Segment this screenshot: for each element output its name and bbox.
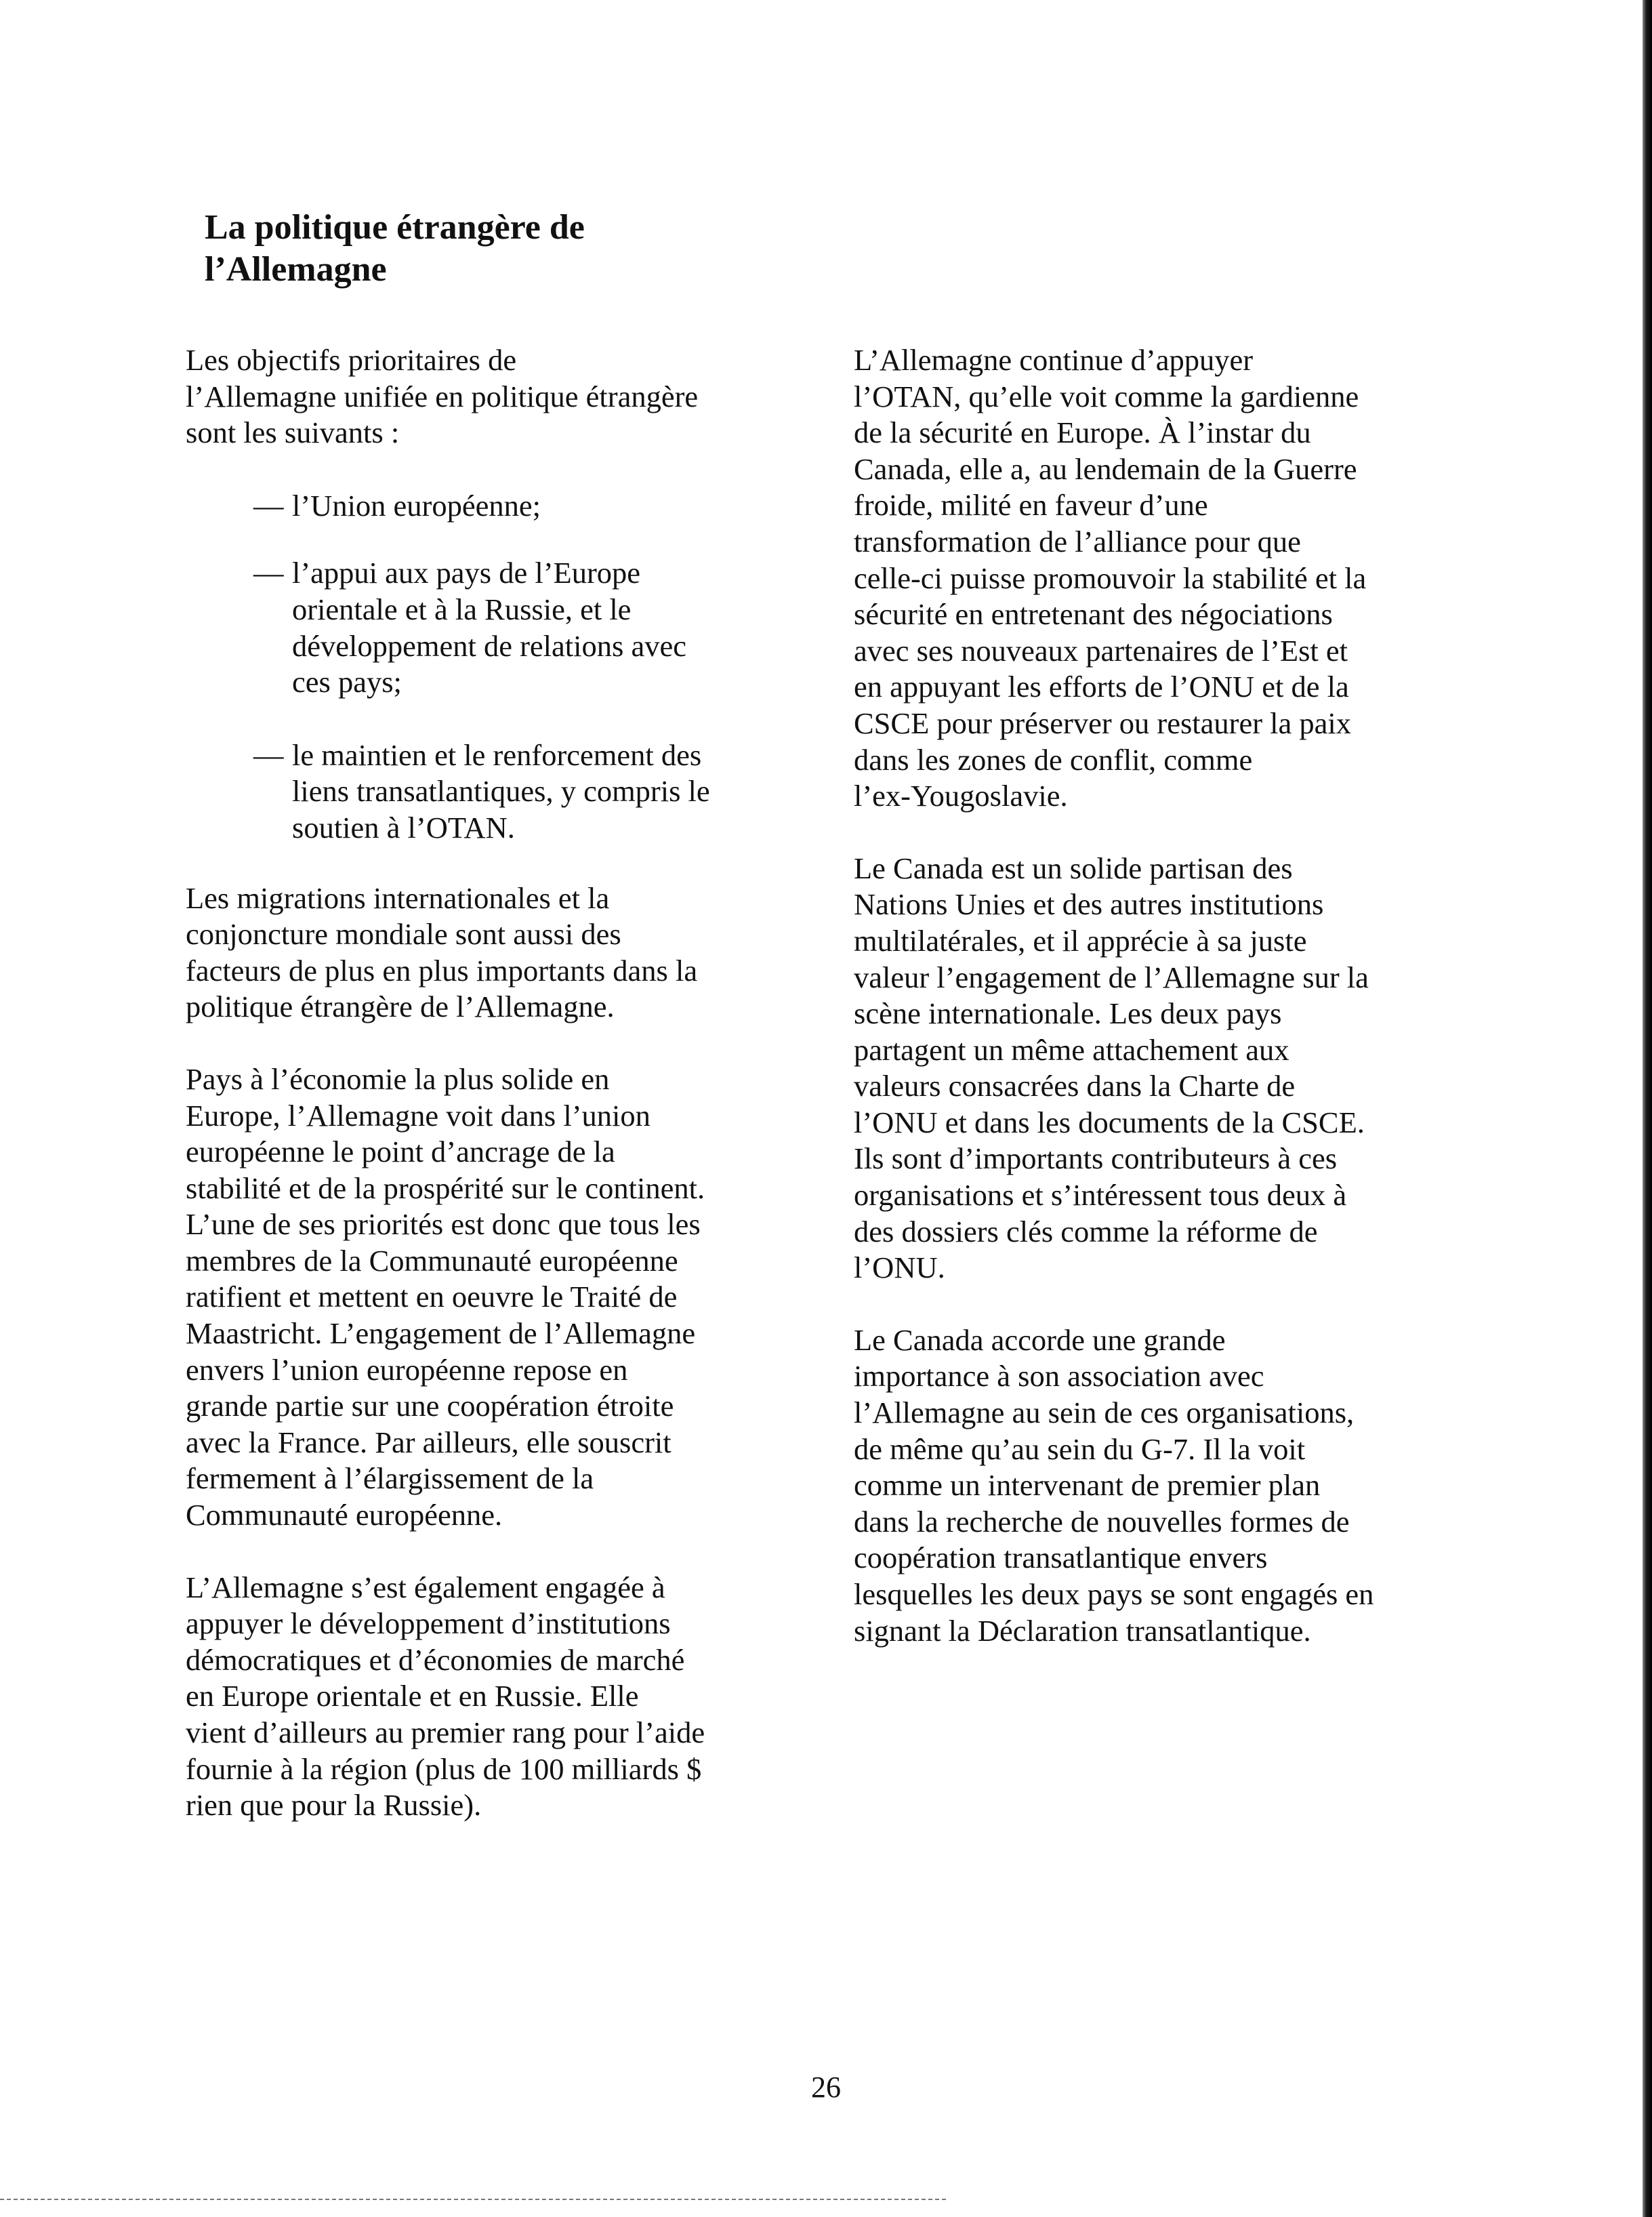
- dash-marker: —: [253, 737, 284, 772]
- dash-marker: —: [253, 488, 284, 523]
- list-item-text: le maintien et le renforcement des liens transatlantiques, y compris le soutien à l’OTAN.: [292, 737, 710, 845]
- list-item: [253, 737, 782, 847]
- scan-bottom-rule: [0, 2199, 949, 2200]
- intro-paragraph: Les objectifs prioritaires de l’Allemagne unifiée en politique étrangère sont les suivants :: [186, 343, 699, 450]
- scan-page-edge: [1643, 0, 1652, 2217]
- list-item: [253, 488, 782, 525]
- migrations-paragraph: Les migrations internationales et la conjoncture mondiale sont aussi des facteurs de plus en plus importants dans la politique étrangère de l’Allemagne.: [186, 880, 698, 1024]
- dash-marker: —: [253, 556, 284, 590]
- page-title: La politique étrangère de l’Allemagne: [205, 208, 585, 289]
- canada-partisan-paragraph: Le Canada est un solide partisan des Nations Unies et des autres institutions multilatérales, et il apprécie à sa juste valeur l’engagement de l’Allemagne sur la scène internationale. Les deux pays partagent un même attachement aux valeurs consacrées dans la Charte de l’ONU et dans les documents de la CSCE. Ils sont d’importants contributeurs à ces organisations et s’intéressent tous deux à des dossiers clés comme la réforme de l’ONU.: [854, 851, 1369, 1285]
- left-column: [186, 342, 782, 1824]
- right-column: [854, 342, 1450, 1649]
- list-item: [253, 555, 782, 700]
- otan-paragraph: L’Allemagne continue d’appuyer l’OTAN, qu’elle voit comme la gardienne de la sécurité en Europe. À l’instar du Canada, elle a, au lendemain de la Guerre froide, milité en faveur d’une transformation de l’alliance pour que celle-ci puisse promouvoir la stabilité et la sécurité en entretenant des négociations avec ses nouveaux partenaires de l’Est et en appuyant les efforts de l’ONU et de la CSCE pour préserver ou restaurer la paix dans les zones de conflit, comme l’ex-Yougoslavie.: [854, 343, 1367, 813]
- list-item-text: l’appui aux pays de l’Europe orientale et à la Russie, et le développement de relations avec ces pays;: [292, 556, 686, 699]
- priority-list: [186, 488, 782, 847]
- list-item-text: l’Union européenne;: [292, 488, 541, 523]
- canada-importance-paragraph: Le Canada accorde une grande importance à son association avec l’Allemagne au sein de ces organisations, de même qu’au sein du G-7. Il la voit comme un intervenant de premier plan dans la recherche de nouvelles formes de coopération transatlantique envers lesquelles les deux pays se sont engagés en signant la Déclaration transatlantique.: [854, 1322, 1374, 1648]
- commitment-paragraph: L’Allemagne s’est également engagée à appuyer le développement d’institutions démocratiques et d’économies de marché en Europe orientale et en Russie. Elle vient d’ailleurs au premier rang pour l’aide fournie à la région (plus de 100 milliards $ rien que pour la Russie).: [186, 1570, 705, 1823]
- economy-paragraph: Pays à l’économie la plus solide en Europe, l’Allemagne voit dans l’union européenne le point d’ancrage de la stabilité et de la prospérité sur le continent. L’une de ses priorités est donc que tous les membres de la Communauté européenne ratifient et mettent en oeuvre le Traité de Maastricht. L’engagement de l’Allemagne envers l’union européenne repose en grande partie sur une coopération étroite avec la France. Par ailleurs, elle souscrit fermement à l’élargissement de la Communauté européenne.: [186, 1061, 705, 1532]
- page-number: 26: [811, 2071, 841, 2104]
